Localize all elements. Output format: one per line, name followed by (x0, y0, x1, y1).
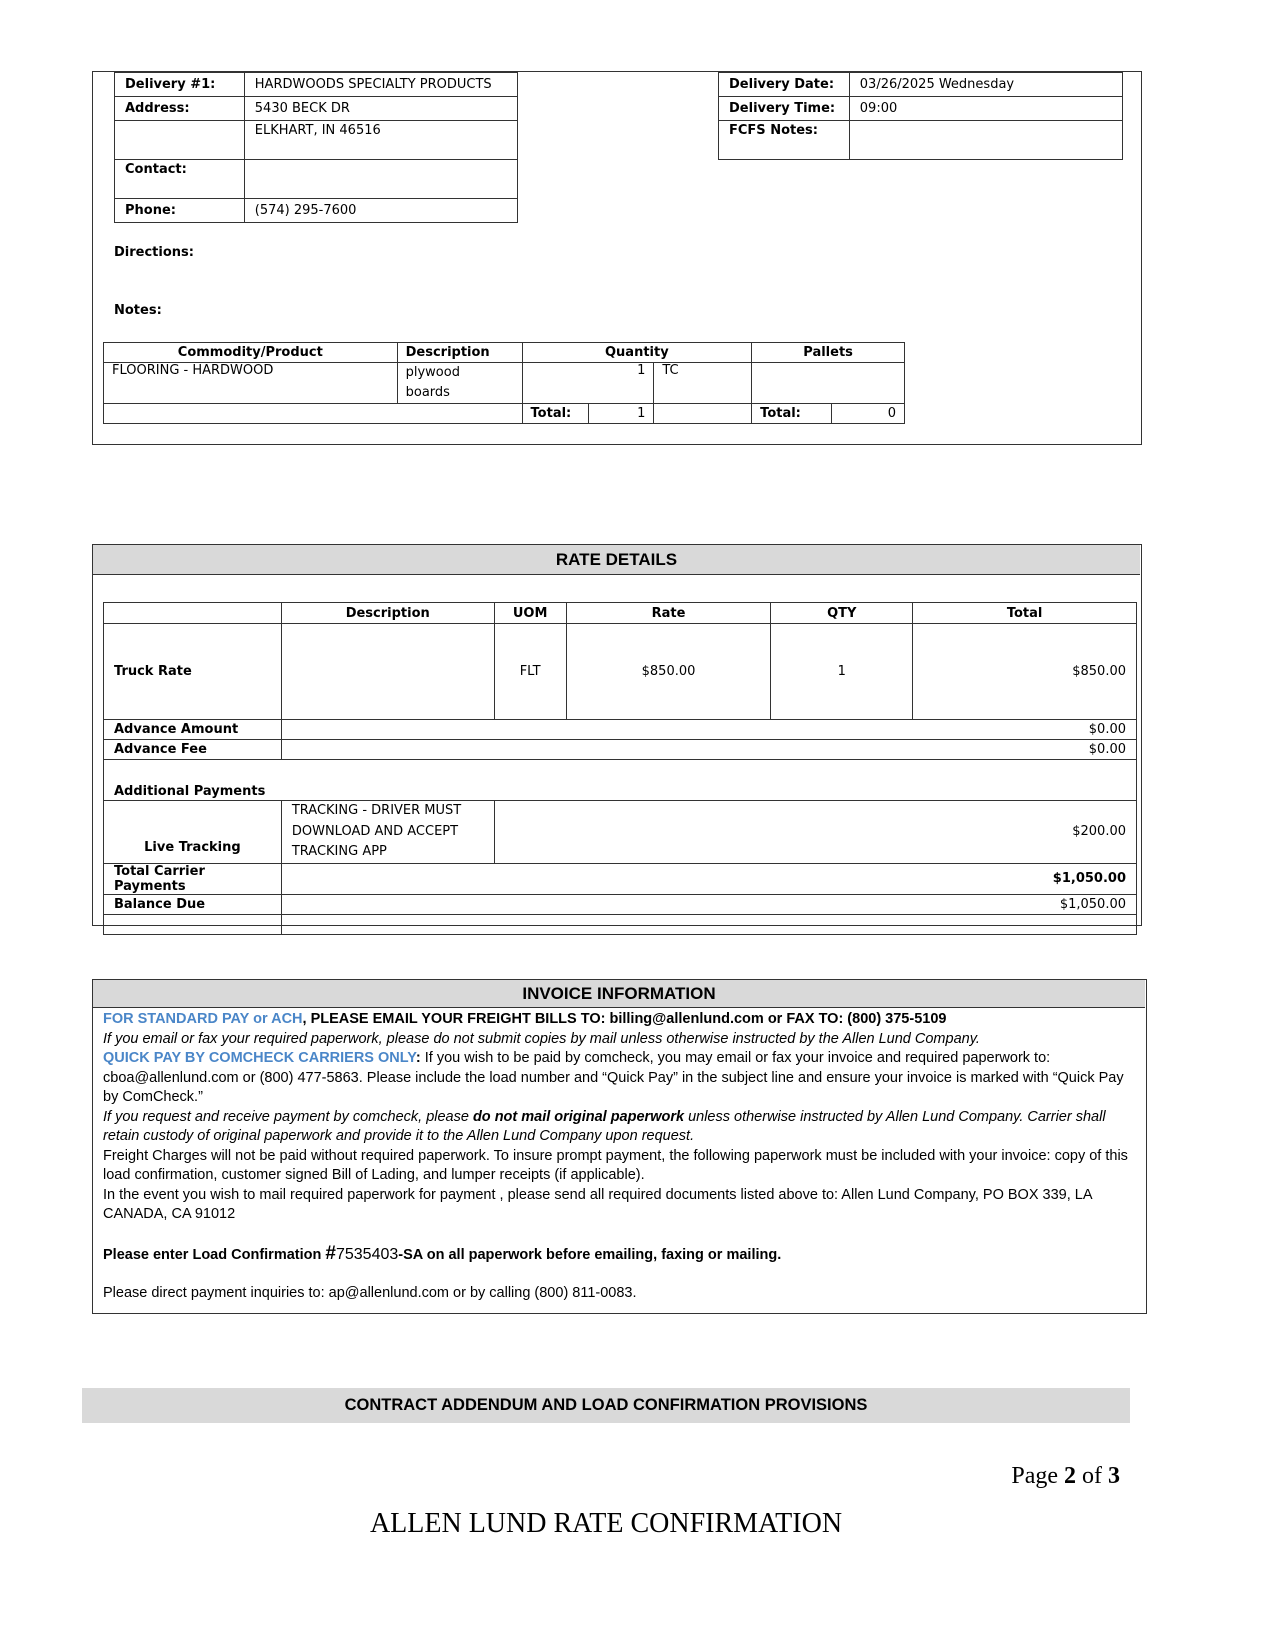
delivery-date-label: Delivery Date: (719, 73, 850, 97)
rate-description-header: Description (281, 603, 494, 624)
delivery-date-table (718, 72, 1123, 160)
tracking-amount: $200.00 (494, 801, 1136, 864)
invoice-freight-charges: Freight Charges will not be paid without required paperwork. To insure prompt payment, the following paperwork must be included with your invoice: copy of this load confirmation, customer signed Bill of Lading, and lumper receipts (if applicable). (103, 1147, 1128, 1183)
pallets-header: Pallets (752, 343, 905, 363)
quantity-total-blank (654, 404, 752, 424)
fcfs-notes-label: FCFS Notes: (719, 121, 850, 160)
total-carrier-label: Total Carrier Payments (104, 863, 282, 894)
live-tracking-label: Live Tracking (104, 801, 282, 864)
total-carrier-value: $1,050.00 (281, 863, 1136, 894)
comcheck-note-a: If you request and receive payment by comcheck, please (103, 1108, 473, 1125)
load-conf-hash: # (325, 1242, 336, 1264)
truck-rate-uom: FLT (494, 624, 566, 720)
address-blank-cell (115, 121, 245, 160)
delivery-date-value: 03/26/2025 Wednesday (849, 73, 1122, 97)
total-row-blank (104, 404, 523, 424)
notes-label: Notes: (114, 303, 162, 318)
truck-rate-label: Truck Rate (104, 624, 282, 720)
invoice-comcheck-note (103, 1108, 1135, 1147)
invoice-email-note: If you email or fax your required paperwork, please do not submit copies by mail unless otherwise instructed by the Allen Lund Company. (103, 1030, 980, 1047)
directions-label: Directions: (114, 245, 194, 260)
description-header: Description (397, 343, 522, 363)
delivery-time-label: Delivery Time: (719, 97, 850, 121)
rate-details-title: RATE DETAILS (93, 545, 1140, 575)
advance-fee-label: Advance Fee (104, 740, 282, 760)
page-total: 3 (1108, 1463, 1120, 1489)
contact-value (244, 160, 517, 199)
load-conf-a: Please enter Load Confirmation (103, 1246, 326, 1263)
standard-pay-heading: FOR STANDARD PAY or ACH (103, 1011, 303, 1027)
advance-fee-value: $0.00 (281, 740, 1136, 760)
phone-value: (574) 295-7600 (244, 199, 517, 223)
rate-uom-header: UOM (494, 603, 566, 624)
rate-blank-header (104, 603, 282, 624)
rate-blank-cell-1 (104, 914, 282, 934)
invoice-load-confirmation (103, 1244, 1135, 1266)
rate-total-header: Total (913, 603, 1137, 624)
of-word: of (1082, 1463, 1102, 1489)
page-number (1011, 1463, 1120, 1490)
quantity-total-label: Total: (522, 404, 588, 424)
advance-amount-value: $0.00 (281, 720, 1136, 740)
quantity-total-value: 1 (588, 404, 654, 424)
tracking-desc-line-1: TRACKING - DRIVER MUST (291, 803, 462, 818)
tracking-desc-line-3: TRACKING APP (291, 844, 387, 859)
quick-pay-colon: : (415, 1050, 421, 1066)
address-line-2: ELKHART, IN 46516 (244, 121, 517, 160)
advance-amount-label: Advance Amount (104, 720, 282, 740)
address-line-1: 5430 BECK DR (244, 97, 517, 121)
delivery-number-label: Delivery #1: (115, 73, 245, 97)
invoice-standard-pay (103, 1010, 1135, 1030)
delivery-name: HARDWOODS SPECIALTY PRODUCTS (244, 73, 517, 97)
load-conf-number: 7535403 (335, 1245, 399, 1263)
truck-rate-description (281, 624, 494, 720)
rate-rate-header: Rate (566, 603, 771, 624)
invoice-title: INVOICE INFORMATION (93, 980, 1145, 1008)
delivery-address-table (114, 72, 518, 223)
rate-blank-cell-2 (281, 914, 1136, 934)
invoice-mail-address: In the event you wish to mail required paperwork for payment , please send all required documents listed above to: Allen Lund Company, PO BOX 339, LA CANADA, CA 91012 (103, 1186, 1092, 1222)
addendum-title: CONTRACT ADDENDUM AND LOAD CONFIRMATION PROVISIONS (82, 1388, 1130, 1423)
tracking-description (281, 801, 494, 864)
pallets-value (752, 363, 905, 404)
tracking-desc-line-2: DOWNLOAD AND ACCEPT (291, 823, 459, 839)
description-line-1: plywood (405, 365, 460, 380)
commodity-table (103, 342, 905, 424)
page-word: Page (1011, 1463, 1058, 1489)
delivery-time-value: 09:00 (849, 97, 1122, 121)
standard-pay-instructions: , PLEASE EMAIL YOUR FREIGHT BILLS TO: billing@allenlund.com or FAX TO: (800) 375-5109 (302, 1011, 947, 1027)
page-current: 2 (1064, 1463, 1076, 1489)
rate-table (103, 602, 1137, 935)
quick-pay-instructions: If you wish to be paid by comcheck, you may email or fax your invoice and required paperwork to: cboa@allenlund.com or (800) 477-5863. Please include the load number and “Quick Pay” in the subject line and ensure your invoice is marked with “Quick Pay by ComCheck.” (103, 1050, 1124, 1105)
additional-payments-label: Additional Payments (104, 760, 1137, 801)
comcheck-note-c: unless otherwise instructed by Allen Lund Company. Carrier shall retain custody of original paperwork and provide it to the Allen Lund Company upon request. (103, 1108, 1106, 1144)
balance-due-value: $1,050.00 (281, 894, 1136, 914)
quantity-header: Quantity (522, 343, 752, 363)
truck-rate-qty: 1 (771, 624, 913, 720)
fcfs-notes-value (849, 121, 1122, 160)
invoice-body (93, 1008, 1145, 1306)
document-title: ALLEN LUND RATE CONFIRMATION (369, 1508, 843, 1539)
load-conf-b: -SA on all paperwork before emailing, faxing or mailing. (398, 1246, 782, 1263)
commodity-description (397, 363, 522, 404)
quick-pay-heading: QUICK PAY BY COMCHECK CARRIERS ONLY (103, 1050, 416, 1066)
phone-label: Phone: (115, 199, 245, 223)
pallets-total-label: Total: (752, 404, 832, 424)
pallets-total-value: 0 (832, 404, 905, 424)
description-line-2: boards (405, 385, 450, 400)
quantity-unit: TC (654, 363, 752, 404)
invoice-quick-pay (103, 1049, 1135, 1108)
contact-label: Contact: (115, 160, 245, 199)
truck-rate-total: $850.00 (913, 624, 1137, 720)
rate-qty-header: QTY (771, 603, 913, 624)
truck-rate-rate: $850.00 (566, 624, 771, 720)
invoice-payment-inquiries: Please direct payment inquiries to: ap@allenlund.com or by calling (800) 811-0083. (103, 1285, 637, 1301)
address-label: Address: (115, 97, 245, 121)
commodity-header: Commodity/Product (104, 343, 398, 363)
balance-due-label: Balance Due (104, 894, 282, 914)
quantity-value: 1 (522, 363, 654, 404)
comcheck-note-b: do not mail original paperwork (472, 1108, 685, 1125)
commodity-product: FLOORING - HARDWOOD (104, 363, 398, 404)
